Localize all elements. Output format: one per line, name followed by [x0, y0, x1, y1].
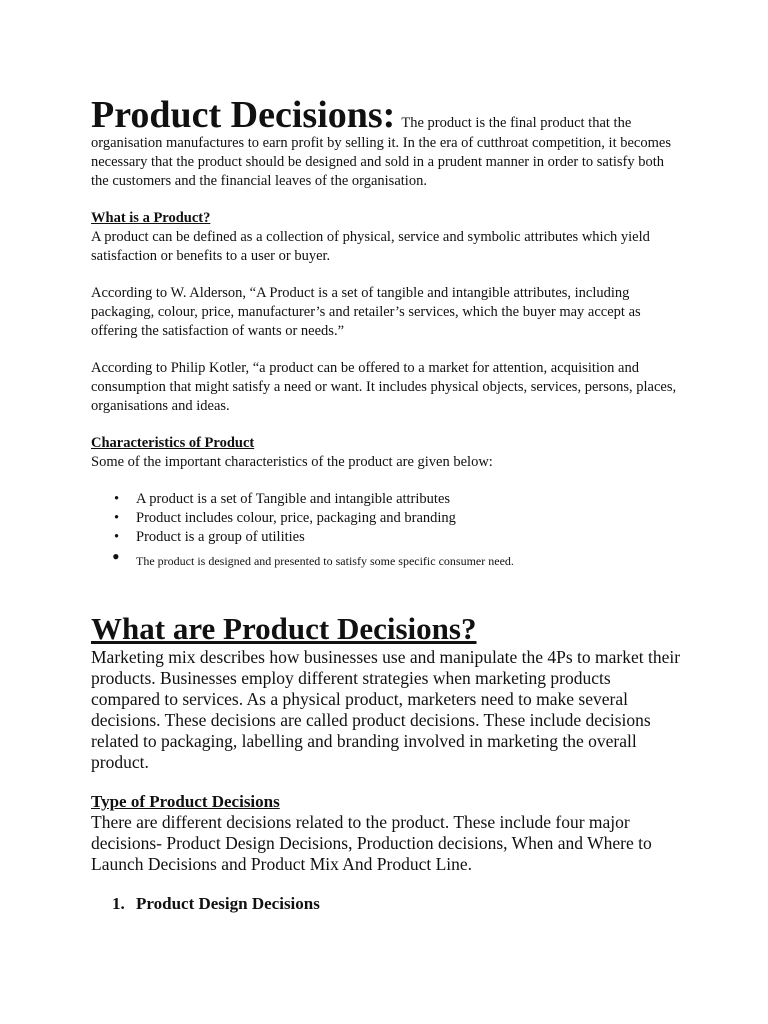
what-is-product-heading: What is a Product? — [91, 210, 211, 226]
list-item: 1. Product Design Decisions — [112, 894, 320, 913]
alderson-definition: According to W. Alderson, “A Product is a set of tangible and intangible attributes, including packaging, colour, price, manufacturer’s and retailer’s services, which the buyer may accept as offering the satisfaction of wants or needs.” — [91, 285, 641, 339]
list-item: • A product is a set of Tangible and intangible attributes — [114, 491, 451, 507]
types-heading: Type of Product Decisions — [91, 792, 280, 811]
intro-text: The product is the final product that the organisation manufactures to earn profit by selling it. In the era of cutthroat competition, it becomes necessary that the product should be designed and sold in a prudent manner in order to satisfy both the customers and the financial leaves of the organisation. — [91, 115, 671, 189]
bullet-icon: • — [114, 510, 120, 526]
product-decisions-text: Marketing mix describes how businesses use and manipulate the 4Ps to market their products. Businesses employ different strategies when marketing products compared to services. As a physical product, marketers need to make several decisions. These decisions are called product decisions. These include decisions related to packaging, labelling and branding involved in marketing the overall product. — [91, 647, 681, 772]
types-list — [91, 893, 681, 914]
page-title: Product Decisions: — [91, 94, 396, 136]
what-is-product-text: A product can be defined as a collection of physical, service and symbolic attributes which yield satisfaction or benefits to a user or buyer. — [91, 229, 650, 264]
characteristics-heading: Characteristics of Product — [91, 435, 255, 451]
bullet-icon: • — [114, 529, 120, 545]
types-text: There are different decisions related to the product. These include four major decisions- Product Design Decisions, Production decisions, When and Where to Launch Decisions and Product Mix And Product Line. — [91, 812, 652, 874]
bullet-icon: • — [114, 491, 120, 507]
list-item: • Product includes colour, price, packaging and branding — [114, 510, 456, 526]
list-item: • Product is a group of utilities — [114, 529, 305, 545]
characteristics-list — [91, 490, 681, 571]
kotler-definition: According to Philip Kotler, “a product can be offered to a market for attention, acquisition and consumption that might satisfy a need or want. It includes physical objects, services, persons, places, organisations and ideas. — [91, 360, 677, 414]
intro-paragraph — [91, 96, 681, 191]
document-page — [91, 96, 681, 914]
bullet-icon: • — [112, 544, 120, 569]
list-item: • The product is designed and presented to satisfy some specific consumer need. — [112, 544, 514, 569]
product-decisions-heading: What are Product Decisions? — [91, 611, 477, 646]
characteristics-intro: Some of the important characteristics of the product are given below: — [91, 454, 493, 470]
